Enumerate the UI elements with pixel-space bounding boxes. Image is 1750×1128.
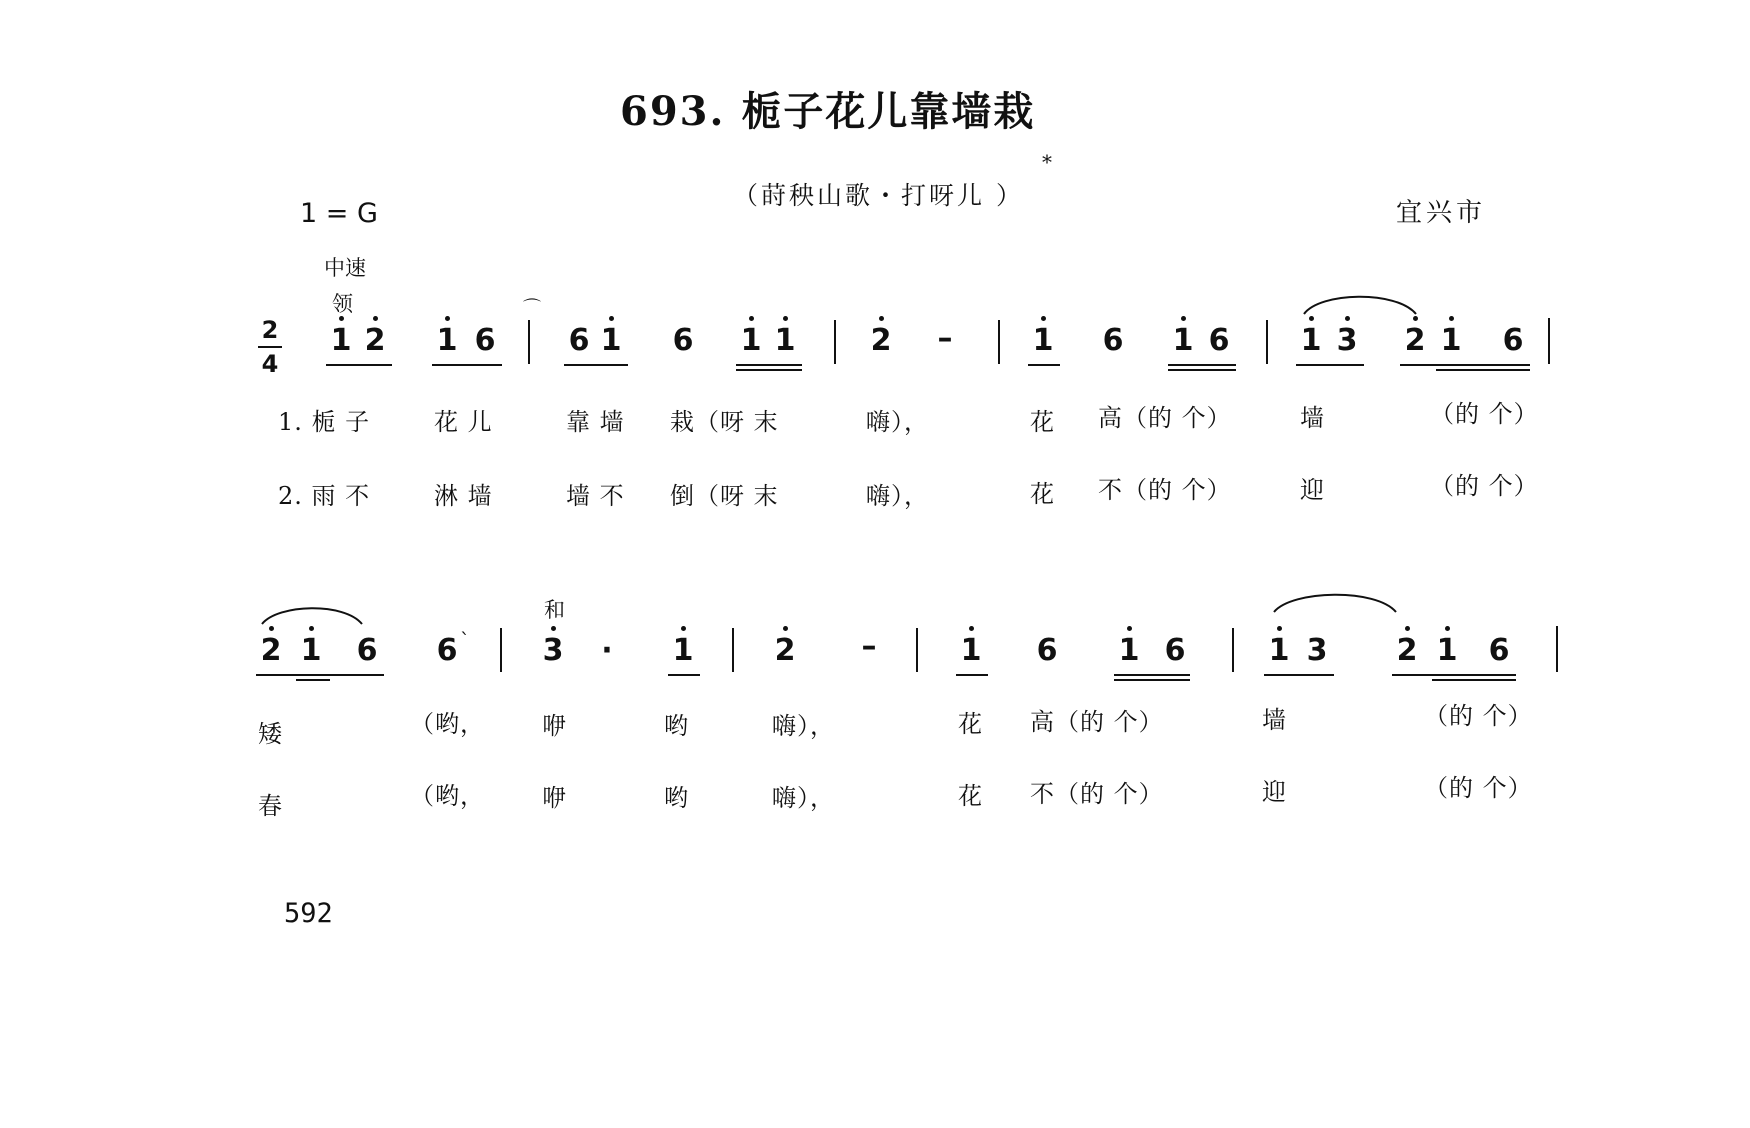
lyric-syllable: 2. 雨 不 bbox=[278, 482, 371, 510]
note: 1 bbox=[956, 636, 986, 666]
note: 6 bbox=[568, 323, 590, 358]
beam-underline bbox=[956, 674, 988, 676]
bar-line bbox=[834, 320, 836, 364]
lyric-syllable: 迎 bbox=[1300, 476, 1325, 504]
time-signature-line bbox=[258, 346, 282, 348]
lyric-syllable: 不（的 个） bbox=[1030, 780, 1164, 808]
note: 6 bbox=[672, 323, 694, 358]
lyric-syllable: 春 bbox=[258, 792, 283, 820]
note: 1 bbox=[1432, 636, 1462, 666]
lead-marking: 领 bbox=[332, 292, 353, 316]
note: 1 bbox=[1296, 326, 1326, 356]
note: 1 bbox=[1264, 636, 1294, 666]
song-subtitle: （莳秧山歌・打呀儿 ） bbox=[733, 181, 1024, 210]
lyric-syllable: 高（的 个） bbox=[1030, 708, 1164, 736]
beam-underline bbox=[1168, 364, 1236, 366]
beam-underline bbox=[296, 679, 330, 681]
note: 6 bbox=[474, 323, 496, 358]
note: 6 bbox=[1502, 323, 1524, 358]
beam-underline bbox=[564, 364, 628, 366]
note: 1 bbox=[1168, 326, 1198, 356]
beam-underline bbox=[1296, 364, 1364, 366]
dash-mark: – bbox=[937, 321, 953, 356]
beam-underline bbox=[736, 364, 802, 366]
slur-mark bbox=[258, 600, 366, 628]
bar-line bbox=[528, 320, 530, 364]
note: 6 bbox=[356, 633, 378, 668]
lyric-syllable: 墙 bbox=[1300, 404, 1325, 432]
lyric-syllable: 嗨）， bbox=[772, 784, 835, 812]
note: 6 bbox=[1102, 323, 1124, 358]
dash-mark: – bbox=[861, 629, 877, 664]
lyric-syllable: （哟， bbox=[410, 710, 485, 738]
note: 1 bbox=[296, 636, 326, 666]
tempo-marking: 中速 bbox=[324, 256, 366, 280]
note: 2 bbox=[1400, 326, 1430, 356]
lyric-syllable: 花 bbox=[1030, 480, 1055, 508]
note: 1 bbox=[432, 326, 462, 356]
note: 3 bbox=[1306, 633, 1328, 668]
note: 3 bbox=[1332, 326, 1362, 356]
beam-underline bbox=[668, 674, 700, 676]
lyric-syllable: 矮 bbox=[258, 720, 283, 748]
note: 6 bbox=[436, 633, 458, 668]
bar-line bbox=[1556, 626, 1558, 672]
beam-underline bbox=[1392, 674, 1516, 676]
note: 1 bbox=[668, 636, 698, 666]
lyric-syllable: 栽（呀 末 bbox=[670, 408, 779, 436]
beam-underline bbox=[1400, 364, 1530, 366]
bar-line bbox=[1548, 318, 1550, 364]
lyric-syllable: 花 儿 bbox=[434, 408, 493, 436]
fermata-icon: ⌒ bbox=[523, 298, 541, 319]
song-title: 693. 栀子花儿靠墙栽 bbox=[620, 88, 1036, 135]
lyric-syllable: 高（的 个） bbox=[1098, 404, 1232, 432]
lyric-syllable: （的 个） bbox=[1430, 472, 1539, 500]
lyric-syllable: 哟 bbox=[664, 784, 689, 812]
bar-line bbox=[998, 320, 1000, 364]
beam-underline bbox=[1114, 674, 1190, 676]
breath-mark-icon: ` bbox=[460, 628, 470, 652]
note: 3 bbox=[538, 636, 568, 666]
note: 6 bbox=[1488, 633, 1510, 668]
lyric-syllable: 花 bbox=[958, 782, 983, 810]
time-signature-bottom: 4 bbox=[261, 350, 279, 378]
footnote-star: * bbox=[1042, 150, 1052, 174]
region-label: 宜兴市 bbox=[1396, 198, 1487, 228]
note: 6 bbox=[1164, 633, 1186, 668]
note: 2 bbox=[256, 636, 286, 666]
note: 1 bbox=[596, 326, 626, 356]
chorus-marking: 和 bbox=[544, 598, 565, 622]
note: 1 bbox=[1114, 636, 1144, 666]
note: 1 bbox=[770, 326, 800, 356]
beam-underline bbox=[326, 364, 392, 366]
lyric-syllable: 1. 栀 子 bbox=[278, 408, 371, 436]
beam-underline bbox=[1168, 369, 1236, 371]
time-signature-top: 2 bbox=[261, 316, 279, 344]
dot-mark: · bbox=[601, 633, 613, 668]
note: 1 bbox=[736, 326, 766, 356]
bar-line bbox=[500, 628, 502, 672]
lyric-syllable: 淋 墙 bbox=[434, 482, 493, 510]
slur-mark bbox=[1300, 288, 1420, 318]
note: 2 bbox=[866, 326, 896, 356]
beam-underline bbox=[1028, 364, 1060, 366]
bar-line bbox=[1232, 628, 1234, 672]
beam-underline bbox=[1114, 679, 1190, 681]
lyric-syllable: 墙 bbox=[1262, 706, 1287, 734]
lyric-syllable: 靠 墙 bbox=[566, 408, 625, 436]
lyric-syllable: 咿 bbox=[542, 784, 567, 812]
lyric-syllable: （的 个） bbox=[1424, 774, 1533, 802]
beam-underline bbox=[256, 674, 384, 676]
lyric-syllable: （的 个） bbox=[1424, 702, 1533, 730]
lyric-syllable: 嗨）， bbox=[866, 482, 929, 510]
beam-underline bbox=[432, 364, 502, 366]
bar-line bbox=[1266, 320, 1268, 364]
lyric-syllable: 倒（呀 末 bbox=[670, 482, 779, 510]
beam-underline bbox=[1432, 679, 1516, 681]
key-signature: 1 = G bbox=[300, 198, 378, 229]
note: 2 bbox=[770, 636, 800, 666]
page-number: 592 bbox=[284, 898, 333, 929]
lyric-syllable: 迎 bbox=[1262, 778, 1287, 806]
lyric-syllable: 墙 不 bbox=[566, 482, 625, 510]
beam-underline bbox=[736, 369, 802, 371]
lyric-syllable: 不（的 个） bbox=[1098, 476, 1232, 504]
note: 1 bbox=[326, 326, 356, 356]
lyric-syllable: 咿 bbox=[542, 712, 567, 740]
note: 2 bbox=[1392, 636, 1422, 666]
lyric-syllable: 花 bbox=[1030, 408, 1055, 436]
beam-underline bbox=[1264, 674, 1334, 676]
lyric-syllable: 花 bbox=[958, 710, 983, 738]
slur-mark bbox=[1270, 586, 1400, 616]
lyric-syllable: 嗨）， bbox=[866, 408, 929, 436]
bar-line bbox=[916, 628, 918, 672]
beam-underline bbox=[1436, 369, 1530, 371]
lyric-syllable: 哟 bbox=[664, 712, 689, 740]
lyric-syllable: （哟， bbox=[410, 782, 485, 810]
note: 6 bbox=[1036, 633, 1058, 668]
bar-line bbox=[732, 628, 734, 672]
lyric-syllable: （的 个） bbox=[1430, 400, 1539, 428]
note: 1 bbox=[1028, 326, 1058, 356]
note: 1 bbox=[1436, 326, 1466, 356]
note: 2 bbox=[360, 326, 390, 356]
note: 6 bbox=[1208, 323, 1230, 358]
lyric-syllable: 嗨）， bbox=[772, 712, 835, 740]
